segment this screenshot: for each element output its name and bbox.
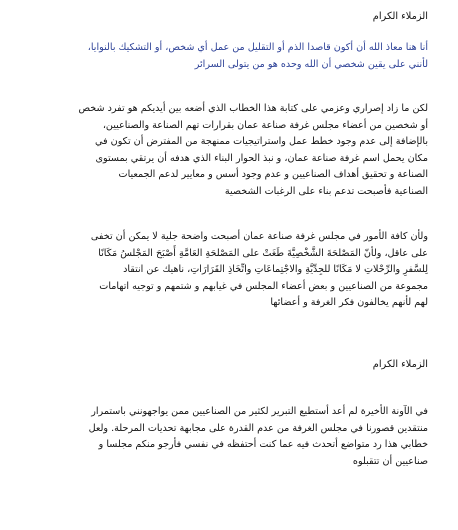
- paragraph-line: في الآونة الأخيرة لم أعد أستطيع التبرير لكثير من الصناعيين ممن يواجهونني باستمرار: [91, 406, 428, 417]
- paragraph-line: لكن ما زاد إصراري وعزمي على كتابة هذا الخطاب الذي أضعه بين أيديكم هو تفرد شخص: [78, 103, 428, 114]
- paragraph-line: لهم لأنهم يخالفون فكر الغرفة و أعضائها: [270, 297, 428, 308]
- greeting-text: الزملاء الكرام: [372, 11, 428, 22]
- paragraph-line: منتقدين قصورنا في مجلس الغرفة من عدم القدرة على مجابهة تحديات المرحلة. ولعل: [88, 422, 428, 434]
- paragraph-line: الصناعية فأصبحت تدعم بناء على الرغبات الشخصية: [224, 185, 428, 197]
- paragraph-line: على عاقل، ولأنّ المَصْلحَةَ الشَّخْصِيَّةَ طَغَتْ على المَصْلحَةِ العَامَّةِ أَصْبَحَ المَجْلسُ مَكَانًا: [98, 247, 428, 259]
- paragraph-line: مكان يحمل اسم غرفة صناعة عمان، و نبذ الحوار البناء الذي هدفه أن يرتقي بمستوى: [95, 152, 428, 164]
- paragraph-line: خطابي هذا رد متواضع أتحدث فيه عما كنت أحتفظه في نفسي فأرجو منكم مجلسا و: [98, 439, 428, 450]
- paragraph-line: بالإضافة إلى عدم وجود خطط عمل واستراتيجيات ممنهجة من المفترض أن تكون في: [95, 136, 428, 147]
- greeting-bottom: [36, 357, 428, 373]
- paragraph-line: لأنني على يقين شخصي أن الله وحده هو من يتولى السرائر: [194, 58, 428, 70]
- paragraph-line: أنا هنا معاذ الله أن أكون قاصدا الذم أو التقليل من عمل أي شخص، أو التشكيك بالنوايا،: [87, 42, 428, 53]
- paragraph-line: لِلسَّفرِ والرِّحْلاتِ لا مَكَانًا للجِدِّيَّةِ والاجْتِماعَاتِ واتِّخَاذِ القَرَارَاتِ، ناهيك عن انتقاد: [123, 264, 428, 275]
- greeting-text: الزملاء الكرام: [372, 359, 428, 370]
- paragraph-council: [36, 229, 428, 312]
- paragraph-line: ولأن كافة الأمور في مجلس غرفة صناعة عمان أصبحت واضحة جلية لا يمكن أن تخفى: [90, 231, 428, 242]
- greeting-top: [36, 9, 428, 25]
- paragraph-line: أو شخصين من أعضاء مجلس غرفة صناعة عمان بقرارات تهم الصناعة والصناعيين،: [102, 119, 428, 131]
- paragraph-disclaimer: [36, 40, 428, 73]
- paragraph-reasons: [36, 101, 428, 200]
- paragraph-line: صناعيين أن تتقبلوه: [352, 455, 428, 467]
- paragraph-closing: [36, 404, 428, 470]
- paragraph-line: الصناعة و تحقيق أهداف الصناعيين و عدم وجود أسس و معايير لدعم الجمعيات: [118, 169, 428, 180]
- paragraph-line: مجموعة من الصناعيين و بعض أعضاء المجلس في غيابهم و شتمهم و توجيه اتهامات: [99, 280, 428, 292]
